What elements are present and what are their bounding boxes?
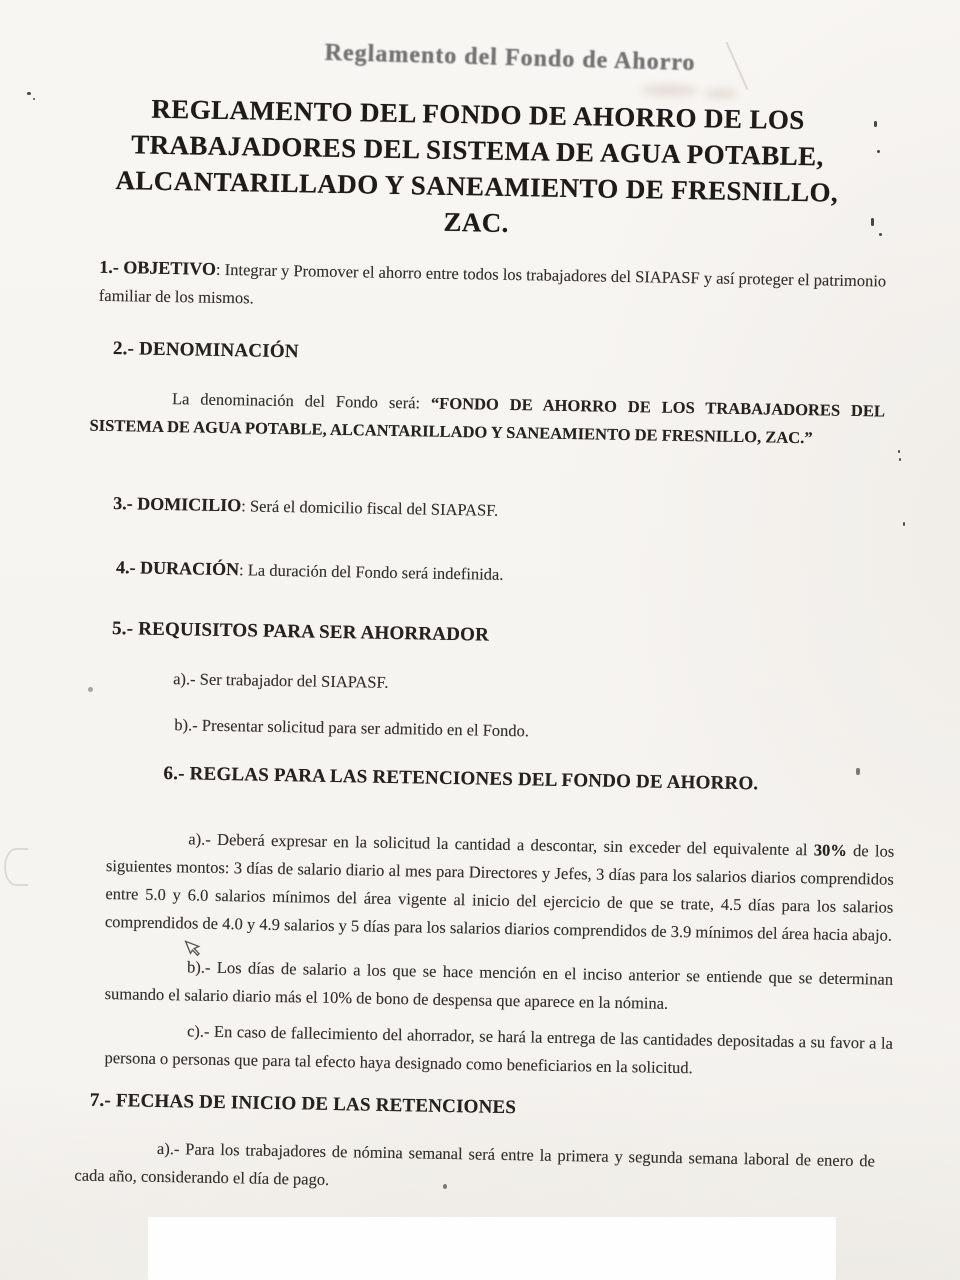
section-2-lead: La denominación del Fondo será: [171, 389, 432, 413]
title-line-3: ALCANTARILLADO Y SANEAMIENTO DE FRESNILLO, [115, 165, 839, 208]
ink-speck [879, 233, 882, 236]
section-2-body [89, 384, 885, 454]
section-6-item-a-percentage: 30% [813, 840, 847, 860]
section-1-objetivo [99, 254, 900, 324]
section-1-separator: : [215, 259, 225, 279]
section-4-body: La duración del Fondo será indefinida. [247, 560, 504, 584]
ink-speck [27, 92, 31, 95]
ink-speck [33, 98, 35, 100]
section-6-item-c: c).- En caso de fallecimiento del ahorrador, se hará la entrega de las cantidades depositadas a su favor a la persona o personas que para tal efecto haya designado como beneficiarios en la solicitud. [104, 1021, 894, 1078]
title-line-1: REGLAMENTO DEL FONDO DE AHORRO DE LOS [151, 93, 805, 136]
ink-speck [874, 121, 877, 127]
ink-speck [898, 450, 900, 453]
ink-speck [899, 458, 901, 461]
section-4-duracion [116, 554, 816, 594]
section-6-item-b: b).- Los días de salario a los que se hace mención en el inciso anterior se entiende que se determinan sumando el salario diario más el 10% de bono de despensa que aparece en la nómina. [104, 957, 894, 1013]
stamp-header: Reglamento del Fondo de Ahorro [324, 39, 696, 77]
section-2-heading: 2.- DENOMINACIÓN [112, 338, 299, 363]
section-2-fund-name: “FONDO DE AHORRO DE LOS TRABAJADORES DEL SISTEMA DE AGUA POTABLE, ALCANTARILLADO Y SANEAMIENTO DE FRESNILLO, ZAC.” [89, 393, 886, 448]
ink-speck [877, 150, 880, 153]
section-3-separator: : [241, 496, 251, 516]
section-5-item-b: b).- Presentar solicitud para ser admitido en el Fondo. [174, 715, 530, 741]
section-5-heading: 5.- REQUISITOS PARA SER AHORRADOR [111, 618, 490, 646]
section-6-item-a [105, 824, 895, 950]
section-6-heading: 6.- REGLAS PARA LAS RETENCIONES DEL FONDO DE AHORRO. [163, 762, 759, 795]
section-7-item-a: a).- Para los trabajadores de nómina semanal será entre la primera y segunda semana laboral de enero de cada año, considerando el día de pago. [74, 1138, 876, 1189]
ink-bleedthrough-artifact [640, 84, 698, 97]
section-3-body: Será el domicilio fiscal del SIAPASF. [249, 496, 499, 520]
section-5-item-a: a).- Ser trabajador del SIAPASF. [173, 669, 389, 692]
ink-speck [88, 687, 93, 692]
paper-crease-artifact [4, 848, 28, 886]
section-7-heading: 7.- FECHAS DE INICIO DE LAS RETENCIONES [89, 1089, 517, 1119]
title-line-4: ZAC. [443, 206, 510, 238]
ink-speck [903, 522, 905, 526]
section-4-heading: 4.- DURACIÓN [115, 557, 240, 580]
section-1-heading: 1.- OBJETIVO [99, 256, 217, 279]
section-6-item-a-post: de los siguientes montos: 3 días de salario diario al mes para Directores y Jefes, 3 días para los salarios diarios comprendidos entre 5.0 y 6.0 salarios mínimos del área vigente al inicio del ejercicio de que se trate, 4.5 días para los salarios comprendidos de 4.0 y 4.9 salarios y 5 días para los salarios diarios comprendidos de 3.9 mínimos del área hacia abajo. [104, 840, 895, 945]
section-6-item-a-pre: a).- Deberá expresar en la solicitud la cantidad a descontar, sin exceder del equivalente al [188, 829, 814, 860]
section-3-heading: 3.- DOMICILIO [113, 493, 242, 516]
ink-speck [871, 218, 874, 226]
document-title [66, 89, 888, 247]
section-1-body: Integrar y Promover el ahorro entre todos los trabajadores del SIAPASF y así proteger el patrimonio familiar de los mismos. [98, 259, 887, 308]
ink-bleedthrough-artifact [704, 88, 738, 99]
scanner-white-patch [148, 1217, 836, 1280]
ink-speck [856, 768, 860, 775]
section-4-separator: : [238, 560, 248, 580]
title-line-2: TRABAJADORES DEL SISTEMA DE AGUA POTABLE, [130, 129, 824, 172]
ink-speck [443, 1184, 447, 1189]
section-3-domicilio [113, 490, 813, 530]
